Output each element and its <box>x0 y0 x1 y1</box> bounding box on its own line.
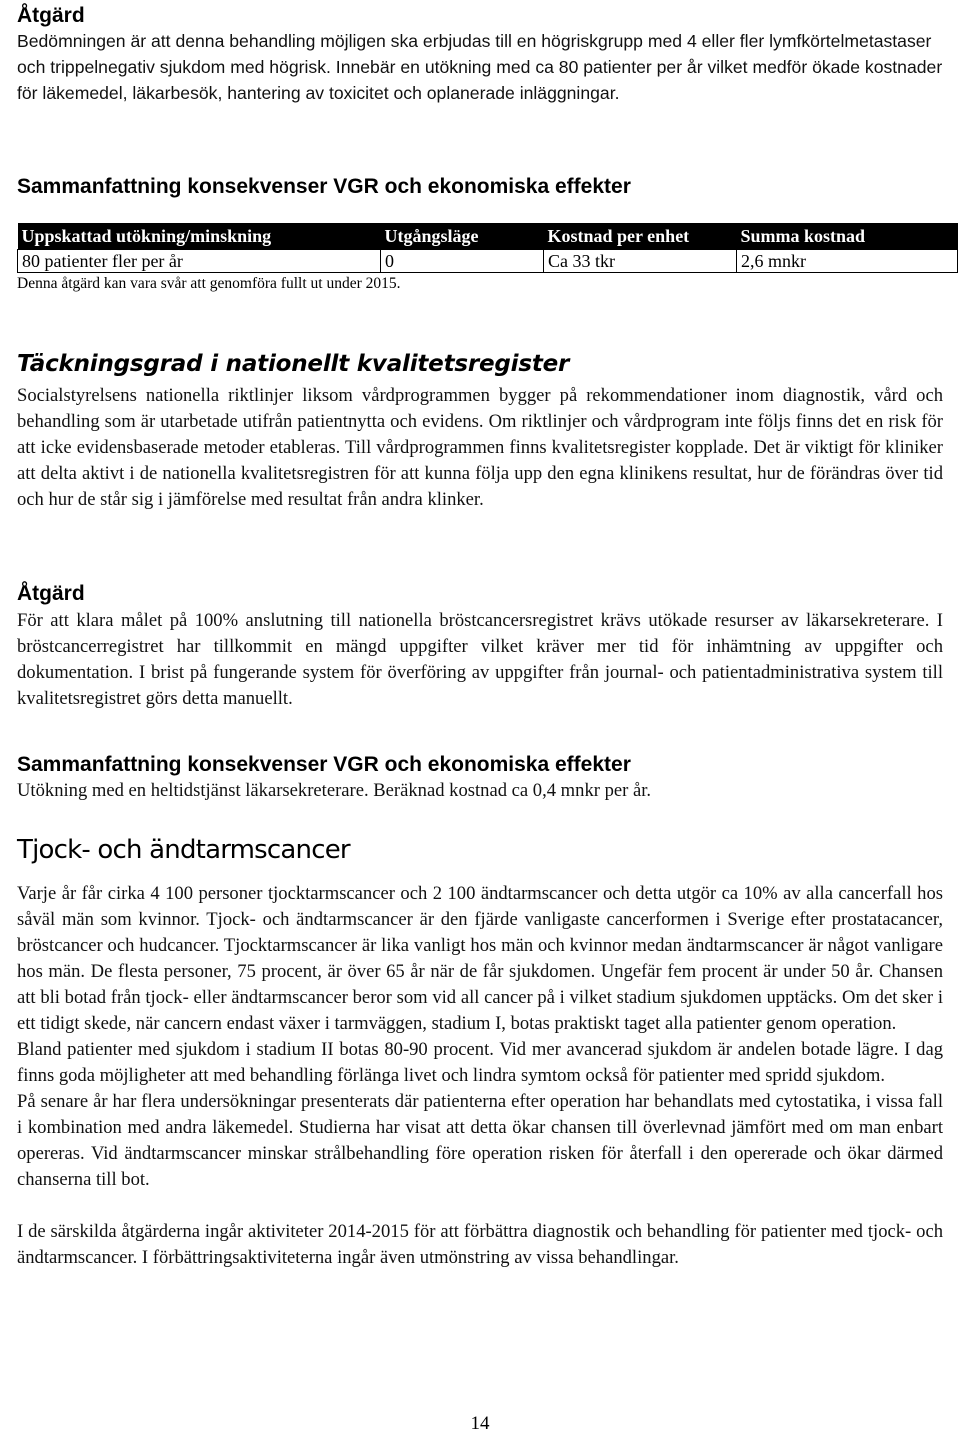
table-header-cell: Kostnad per enhet <box>544 223 737 250</box>
summary-section-2 <box>17 753 943 804</box>
table-cell: Ca 33 tkr <box>544 250 737 273</box>
registry-paragraph: Socialstyrelsens nationella riktlinjer liksom vårdprogrammen bygger på rekommendationer inom diagnostik, vård och behandling som är utarbetade utifrån patientnytta och evidens. Om riktlinjer och vårdprogram inte följs finns det en risk för att icke evidensbaserade metoder etableras. Till vårdprogrammen finns kvalitetsregister kopplade. Det är viktigt för kliniker att delta aktivt i de nationella kvalitetsregistren för att kunna följa upp den egna klinikens resultat, hur de förändras över tid och hur de står sig i jämförelse med resultat från andra klinker. <box>17 385 943 510</box>
summary-section-1 <box>17 175 943 293</box>
colon-heading: Tjock- och ändtarmscancer <box>17 835 350 865</box>
page-number: 14 <box>470 1413 490 1434</box>
table-note: Denna åtgärd kan vara svår att genomföra fullt ut under 2015. <box>17 275 401 292</box>
table-cell: 80 patienter fler per år <box>18 250 381 273</box>
table-header-row <box>18 223 958 250</box>
table-row <box>18 250 958 273</box>
table-header-cell: Utgångsläge <box>381 223 544 250</box>
table-header-cell: Summa kostnad <box>737 223 958 250</box>
section-heading: Åtgärd <box>17 4 85 27</box>
table-header-cell: Uppskattad utökning/minskning <box>18 223 381 250</box>
summary-heading: Sammanfattning konsekvenser VGR och ekonomiska effekter <box>17 753 631 776</box>
colon-paragraph-4: I de särskilda åtgärderna ingår aktiviteter 2014-2015 för att förbättra diagnostik och behandling för patienter med tjock- och ändtarmscancer. I förbättringsaktiviteterna ingår även utmönstring av vissa behandlingar. <box>17 1221 943 1268</box>
colon-paragraph-1: Varje år får cirka 4 100 personer tjocktarmscancer och 2 100 ändtarmscancer och detta utgör ca 10% av alla cancerfall hos såväl män som kvinnor. Tjock- och ändtarmscancer är den fjärde vanligaste cancerformen i Sverige efter prostatacancer, bröstcancer och hudcancer. Tjocktarmscancer är lika vanligt hos män och kvinnor medan ändtarmscancer är något vanligare hos män. De flesta personer, 75 procent, är över 65 år när de får sjukdomen. Ungefär fem procent är under 50 år. Chansen att bli botad från tjock- eller ändtarmscancer beror som vid all cancer på i vilket stadium sjukdomen upptäcks. Om det sker i ett tidigt skede, när cancern endast växer i tarmväggen, stadium I, botas praktiskt taget alla patienter genom operation. <box>17 883 943 1034</box>
colon-cancer-section <box>17 835 943 1271</box>
section-paragraph: Bedömningen är att denna behandling möjligen ska erbjudas till en högriskgrupp med 4 eller fler lymfkörtelmetastaser och trippelnegativ sjukdom med högrisk. Innebär en utökning med ca 80 patienter per år vilket medför ökade kostnader för läkemedel, läkarbesök, hantering av toxicitet och oplanerade inläggningar. <box>17 31 943 103</box>
cost-table <box>17 223 958 273</box>
registry-section <box>17 351 943 513</box>
colon-paragraph-2: Bland patienter med sjukdom i stadium II botas 80-90 procent. Vid mer avancerad sjukdom är andelen botade lägre. I dag finns goda möjligheter att med behandling förlänga livet och lindra symtom också för patienter med spridd sjukdom. <box>17 1039 943 1086</box>
colon-paragraph-3: På senare år har flera undersökningar presenterats där patienterna efter operation har behandlats med cytostatika, i vissa fall i kombination med andra läkemedel. Studierna har visat att detta ökar chansen till överlevnad jämfört med om man enbart opereras. Vid ändtarmscancer minskar strålbehandling före operation risken för återfall i den opererade och ökar därmed chanserna till bot. <box>17 1091 943 1190</box>
section-paragraph: För att klara målet på 100% anslutning till nationella bröstcancersregistret krävs utökade resurser av läkarsekreterare. I bröstcancerregistret har tillkommit en mängd uppgifter vilket kräver mer tid för inhämtning av uppgifter och dokumentation. I brist på fungerande system för överföring av uppgifter från journal- och patientadministrativa system till kvalitetsregistret görs detta manuellt. <box>17 610 943 709</box>
summary-text: Utökning med en heltidstjänst läkarsekreterare. Beräknad kostnad ca 0,4 mnkr per år. <box>17 780 652 801</box>
section-atgard-1 <box>17 4 943 106</box>
section-atgard-2 <box>17 582 943 712</box>
summary-heading: Sammanfattning konsekvenser VGR och ekonomiska effekter <box>17 175 631 198</box>
section-heading: Åtgärd <box>17 582 85 605</box>
table-cell: 0 <box>381 250 544 273</box>
registry-heading: Täckningsgrad i nationellt kvalitetsregister <box>17 351 570 377</box>
table-cell: 2,6 mnkr <box>737 250 958 273</box>
